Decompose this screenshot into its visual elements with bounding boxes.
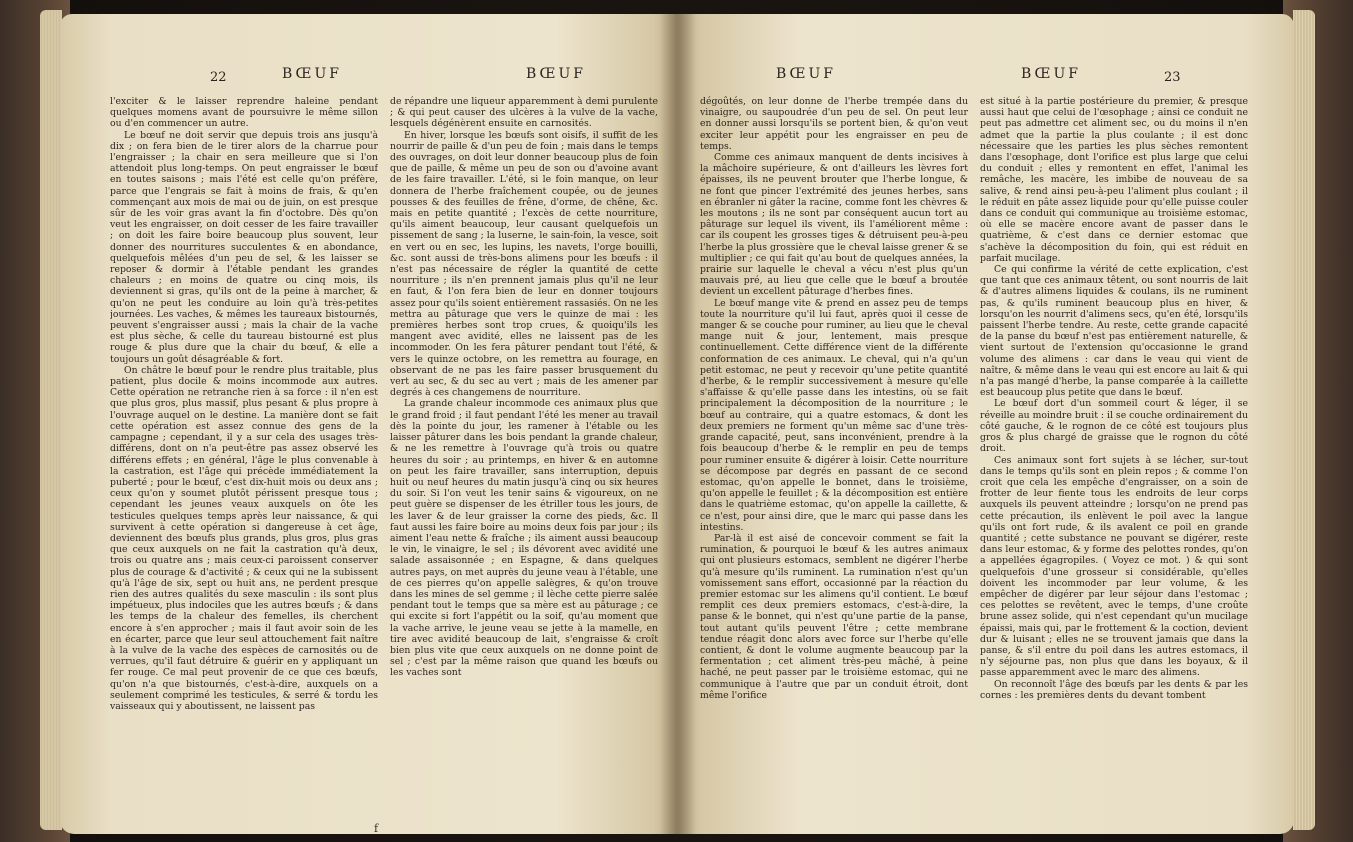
- paragraph: de répandre une liqueur apparemment à demi purulente ; & qui peut causer des ulcères à la vulve de la vache, lesquels dégénèrent ensuite en carnosités.: [390, 96, 658, 130]
- paragraph: Ce qui confirme la vérité de cette explication, c'est que tant que ces animaux têtent, ou sont nourris de lait & d'autres alimens liquides & coulans, ils ne ruminent pas, & qu'ils ruminent beaucoup plus en hiver, & lorsqu'on les nourrit d'alimens secs, qu'en été, lorsqu'ils paissent l'herbe tendre. Au reste, cette grande capacité de la panse du bœuf n'est pas entièrement naturelle, & vient surtout de l'extension qu'occasionne le grand volume des alimens : car dans le veau qui vient de naître, & même dans le veau qui est encore au lait & qui n'a pas mangé d'herbe, la panse comparée à la caillette est beaucoup plus petite que dans le bœuf.: [980, 264, 1248, 399]
- running-head: BŒUF: [1021, 66, 1081, 82]
- paragraph: En hiver, lorsque les bœufs sont oisifs, il suffit de les nourrir de paille & d'un peu de foin ; mais dans le temps des ouvrages, on doit leur donner beaucoup plus de foin que de paille, & même un peu de son ou d'avoine avant de les faire travailler. L'été, si le foin manque, on leur donnera de l'herbe fraîchement coupée, ou de jeunes pousses & des feuilles de frêne, d'orme, de chêne, &c. mais en petite quantité ; l'excès de cette nourriture, qu'ils aiment beaucoup, leur causant quelquefois un pissement de sang ; la luserne, le sain-foin, la vesce, soit en vert ou en sec, les lupins, les navets, l'orge bouilli, &c. sont aussi de très-bons alimens pour les bœufs : il n'est pas nécessaire de régler la quantité de cette nourriture ; ils n'en prennent jamais plus qu'il ne leur en faut, & l'on fera bien de leur en donner toujours assez pour qu'ils soient entièrement rassasiés. On ne les mettra au pâturage que vers le quinze de mai : les premières herbes sont trop crues, & quoiqu'ils les mangent avec avidité, elles ne laissent pas de les incommoder. On les fera pâturer pendant tout l'été, & vers le quinze octobre, on les remettra au fourage, en observant de ne pas les faire passer brusquement du vert au sec, & du sec au vert ; mais de les amener par degrés à ces changemens de nourriture.: [390, 129, 658, 399]
- page-number: 22: [210, 70, 227, 85]
- page-number: 23: [1164, 70, 1181, 85]
- paragraph: Le bœuf dort d'un sommeil court & léger, il se réveille au moindre bruit : il se couche ordinairement du côté gauche, & le rognon de ce côté est toujours plus gros & plus chargé de graisse que le rognon du côté droit.: [980, 398, 1248, 455]
- paragraph: On châtre le bœuf pour le rendre plus traitable, plus patient, plus docile & moins incommode aux autres. Cette opération ne retranche rien à sa force : il n'en est que plus gros, plus massif, plus pesant & plus propre à l'ouvrage auquel on le destine. La manière dont se fait cette opération est assez connue des gens de la campagne ; cependant, il y a sur cela des usages très-différens, dont on n'a peut-être pas assez observé les différens effets ; en général, l'âge le plus convenable à la castration, est l'âge qui précède immédiatement la puberté ; pour le bœuf, c'est dix-huit mois ou deux ans ; ceux qu'on y soumet plutôt périssent presque tous ; cependant les jeunes veaux auxquels on ôte les testicules quelques temps après leur naissance, & qui survivent à cette opération si dangereuse à cet âge, deviennent des bœufs plus grands, plus gros, plus gras que ceux auxquels on ne fait la castration qu'à deux, trois ou quatre ans ; mais ceux-ci paroissent conserver plus de courage & d'activité ; & ceux qui ne la subissent qu'à l'âge de six, sept ou huit ans, ne perdent presque rien des autres qualités du sexe masculin : ils sont plus impétueux, plus indociles que les autres bœufs ; & dans les temps de la chaleur des femelles, ils cherchent encore à s'en approcher ; mais il faut avoir soin de les en écarter, parce que leur seul attouchement fait naître à la vulve de la vache des espèces de carnosités ou de verrues, qu'il faut détruire & guérir en y appliquant un fer rouge. Ce mal peut provenir de ce que ces bœufs, qu'on n'a que bistournés, c'est-à-dire, auxquels on a seulement comprimé les testicules, & serré & tordu les vaisseaux qui y aboutissent, ne laissent pas: [110, 364, 378, 712]
- page-edges-right: [1293, 10, 1315, 830]
- paragraph: dégoûtés, on leur donne de l'herbe trempée dans du vinaigre, ou saupoudrée d'un peu de sel. On peut leur en donner aussi lorsqu'ils se portent bien, & qu'on veut exciter leur appétit pour les engraisser en peu de temps.: [700, 96, 968, 152]
- paragraph: Ces animaux sont fort sujets à se lécher, sur-tout dans le temps qu'ils sont en plein repos ; & comme l'on croit que cela les empêche d'engraisser, on a soin de frotter de leur fiente tous les endroits de leur corps auxquels ils peuvent atteindre ; lorsqu'on ne prend pas cette précaution, ils enlèvent le poil avec la langue qu'ils ont fort rude, & ils avalent ce poil en grande quantité ; cette substance ne pouvant se digérer, reste dans leur estomac, & y forme des pelottes rondes, qu'on a appellées égagropiles. ( Voyez ce mot. ) & qui sont quelquefois d'une grosseur si considérable, qu'elles doivent les incommoder par leur volume, & les empêcher de digérer par leur séjour dans l'estomac ; ces pelottes se revêtent, avec le temps, d'une croûte brune assez solide, qui n'est cependant qu'un mucilage épaissi, mais qui, par le frottement & la coction, devient dur & luisant ; elles ne se trouvent jamais que dans la panse, & s'il entre du poil dans les autres estomacs, il n'y séjourne pas, non plus que dans les boyaux, & il passe apparemment avec le marc des alimens.: [980, 454, 1248, 679]
- paragraph: La grande chaleur incommode ces animaux plus que le grand froid ; il faut pendant l'été les mener au travail dès la pointe du jour, les ramener à l'étable ou les laisser pâturer dans les bois pendant la grande chaleur, & ne les remettre à l'ouvrage qu'à trois ou quatre heures du soir ; au printemps, en hiver & en automne on peut les faire travailler, sans interruption, depuis huit ou neuf heures du matin jusqu'à cinq ou six heures du soir. Si l'on veut les tenir sains & vigoureux, on ne peut guère se dispenser de les étriller tous les jours, de les laver & de leur graisser la corne des pieds, &c. Il faut aussi les faire boire au moins deux fois par jour ; ils aiment l'eau nette & fraîche ; ils aiment aussi beaucoup le vin, le vinaigre, le sel ; ils dévorent avec avidité une salade assaisonnée ; en Espagne, & dans quelques autres pays, on met auprès du jeune veau à l'étable, une de ces pierres qu'on appelle salègres, & qu'on trouve dans les mines de sel gemme ; il lèche cette pierre salée pendant tout le temps que sa mère est au pâturage ; ce qui excite si fort l'appétit ou la soif, qu'au moment que la vache arrive, le jeune veau se jette à la mamelle, en tire avec avidité beaucoup de lait, s'engraisse & croît bien plus vite que ceux auxquels on ne donne point de sel ; c'est par la même raison que quand les bœufs ou les vaches sont: [390, 398, 658, 679]
- paragraph: On reconnoît l'âge des bœufs par les dents & par les cornes : les premières dents du devant tombent: [980, 678, 1248, 701]
- paragraph: l'exciter & le laisser reprendre haleine pendant quelques momens avant de poursuivre le même sillon ou d'en commencer un autre.: [110, 96, 378, 130]
- running-head: BŒUF: [776, 66, 836, 82]
- paragraph: Comme ces animaux manquent de dents incisives à la mâchoire supérieure, & ont d'ailleurs les lèvres fort épaisses, ils ne peuvent brouter que l'herbe longue, & ne font que pincer l'extrémité des jeunes herbes, sans en ébranler ni gâter la racine, comme font les chèvres & les moutons ; ils ne sont par conséquent aucun tort au pâturage sur lequel ils vivent, ils l'améliorent même : car ils coupent les grosses tiges & détruisent peu-à-peu l'herbe la plus grossière que le cheval laisse grener & se multiplier ; ce qui fait qu'au bout de quelques années, la prairie sur laquelle le cheval a vécu n'est plus qu'un mauvais pré, au lieu que celle que le bœuf a broutée devient un excellent pâturage d'herbes fines.: [700, 152, 968, 298]
- text-column-2: [390, 96, 658, 796]
- book-gutter: [660, 14, 696, 834]
- paragraph: Le bœuf ne doit servir que depuis trois ans jusqu'à dix ; on fera bien de le tirer alors de la charrue pour l'engraisser ; la chair en sera meilleure que si l'on attendoit plus long-temps. On peut engraisser le bœuf en toutes saisons ; mais l'été est celle qu'on préfère, parce que l'engrais se fait à moins de frais, & qu'en commençant aux mois de mai ou de juin, on est presque sûr de les voir gras avant la fin d'octobre. Dès qu'on veut les engraisser, on doit cesser de les faire travailler ; on doit les faire boire beaucoup plus souvent, leur donner des nourritures succulentes & en abondance, quelquefois mêlées d'un peu de sel, & les laisser se reposer & dormir à l'étable pendant les grandes chaleurs ; en moins de quatre ou cinq mois, ils deviennent si gras, qu'ils ont de la peine à marcher, & qu'on ne peut les conduire au loin qu'à très-petites journées. Les vaches, & mêmes les taureaux bistournés, peuvent s'engraisser aussi ; mais la chair de la vache est plus sèche, & celle du taureau bistourné est plus rouge & plus dure que la chair du bœuf, & elle a toujours un goût désagréable & fort.: [110, 129, 378, 365]
- page-edges-left: [40, 10, 62, 830]
- left-page: [60, 14, 678, 834]
- signature-mark: f: [374, 822, 379, 834]
- paragraph: Par-là il est aisé de concevoir comment se fait la rumination, & pourquoi le bœuf & les autres animaux qui ont plusieurs estomacs, semblent ne digérer l'herbe qu'à mesure qu'ils ruminent. La rumination n'est qu'un vomissement sans effort, occasionné par la réaction du premier estomac sur les alimens qu'il contient. Le bœuf remplit ces deux premiers estomacs, c'est-à-dire, la panse & le bonnet, qui n'est qu'une partie de la panse, tout autant qu'ils peuvent l'être ; cette membrane tendue réagit donc alors avec force sur l'herbe qu'elle contient, & dont le volume augmente beaucoup par la fermentation ; cet aliment très-peu mâché, à peine haché, ne peut passer par le troisième estomac, qui ne communique à l'autre que par un conduit étroit, dont même l'orifice: [700, 532, 968, 701]
- running-head: BŒUF: [282, 66, 342, 82]
- text-column-1: [110, 96, 378, 796]
- text-column-1: [700, 96, 968, 796]
- paragraph: est situé à la partie postérieure du premier, & presque aussi haut que celui de l'œsophage ; ainsi ce conduit ne peut pas admettre cet aliment sec, ou du moins il n'en admet que la partie la plus coulante ; il est donc nécessaire que les parties les plus sèches remontent dans l'œsophage, dont l'orifice est plus large que celui du conduit ; elles y remontent en effet, l'animal les remâche, les macère, les imbibe de nouveau de sa salive, & rend ainsi peu-à-peu l'aliment plus coulant ; il le réduit en pâte assez liquide pour qu'elle puisse couler dans ce conduit qui communique au troisième estomac, où elle se macère encore avant de passer dans le quatrième, & c'est dans ce dernier estomac que s'achève la décomposition du foin, qui est réduit en parfait mucilage.: [980, 96, 1248, 264]
- right-page: [676, 14, 1294, 834]
- running-head: BŒUF: [526, 66, 586, 82]
- paragraph: Le bœuf mange vite & prend en assez peu de temps toute la nourriture qu'il lui faut, après quoi il cesse de manger & se couche pour ruminer, au lieu que le cheval mange nuit & jour, lentement, mais presque continuellement. Cette différence vient de la différente conformation de ces animaux. Le cheval, qui n'a qu'un petit estomac, ne peut y recevoir qu'une petite quantité d'herbe, & le remplir successivement à mesure qu'elle s'affaisse & qu'elle passe dans les intestins, où se fait principalement la décomposition de la nourriture ; le bœuf au contraire, qui a quatre estomacs, & dont les deux premiers ne forment qu'un même sac d'une très-grande capacité, peut, sans inconvénient, prendre à la fois beaucoup d'herbe & le remplir en peu de temps pour ruminer ensuite & digérer à loisir. Cette nourriture se décompose par degrés en passant de ce second estomac, qu'on appelle le bonnet, dans le troisième, qu'on appelle le feuillet ; & la décomposition est entière dans le quatrième estomac, qu'on appelle la caillette, & ce n'est, pour ainsi dire, que le marc qui passe dans les intestins.: [700, 297, 968, 533]
- text-column-2: [980, 96, 1248, 796]
